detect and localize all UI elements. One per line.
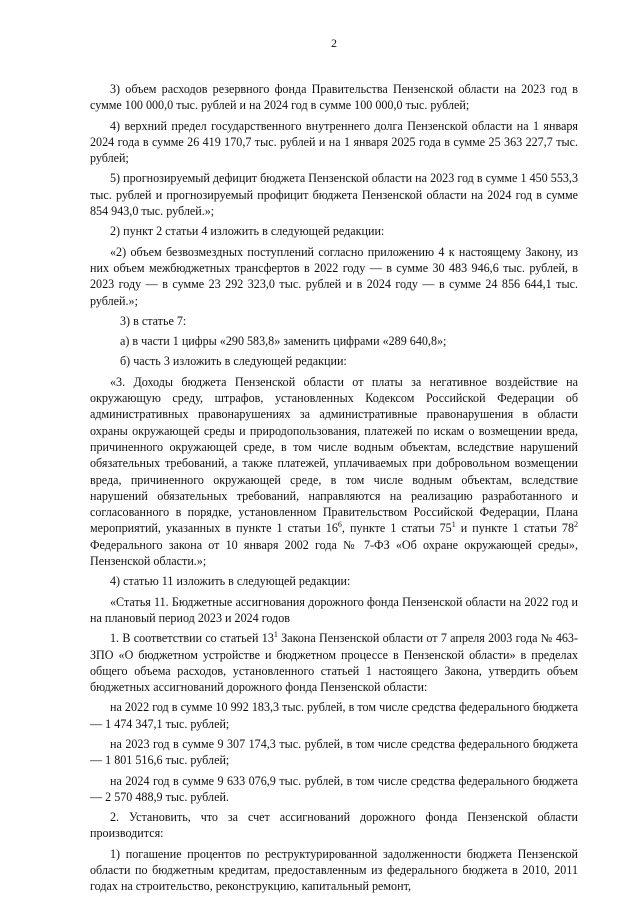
superscript: 1 xyxy=(451,520,456,530)
superscript: 2 xyxy=(574,520,578,530)
paragraph: 3) в статье 7: xyxy=(120,313,187,328)
paragraph-part: , пункте 1 статьи 75 xyxy=(341,521,452,536)
paragraph-part: Закона Пензенской области от 7 апреля 2003 года № 463-ЗПО «О бюджетном устройстве и бюджетном процессе в Пензенской области» в пределах общего объема расходов, установленного статьей 1 настоящего Закона, утвердить объем бюджетных ассигнований дорожного фонда Пензенской области: xyxy=(90,631,578,695)
paragraph: «Статья 11. Бюджетные ассигнования дорожного фонда Пензенской области на 2022 год и на плановый период 2023 и 2024 годов xyxy=(90,594,578,625)
paragraph: 2. Установить, что за счет ассигнований дорожного фонда Пензенской области производится: xyxy=(90,810,578,841)
paragraph: а) в части 1 цифры «290 583,8» заменить цифрами «289 640,8»; xyxy=(120,334,447,349)
paragraph-part: Федерального закона от 10 января 2002 года № 7-ФЗ «Об охране окружающей среды», Пензенской области.»; xyxy=(90,537,578,569)
paragraph: 4) статью 11 изложить в следующей редакции: xyxy=(110,574,351,589)
paragraph xyxy=(90,630,578,695)
paragraph-part: 1. В соответствии со статьей 13 xyxy=(110,631,274,646)
page-number: 2 xyxy=(331,36,337,50)
paragraph: 4) верхний предел государственного внутреннего долга Пензенской области на 1 января 2024 года в сумме 26 419 170,7 тыс. рублей и на 1 января 2025 года в сумме 25 363 227,7 тыс. рублей; xyxy=(90,118,578,166)
superscript: 6 xyxy=(337,520,342,530)
paragraph: 3) объем расходов резервного фонда Правительства Пензенской области на 2023 год в сумме 100 000,0 тыс. рублей и на 2024 год в сумме 100 000,0 тыс. рублей; xyxy=(90,82,578,113)
paragraph: на 2024 год в сумме 9 633 076,9 тыс. рублей, в том числе средства федерального бюджета — 2 570 488,9 тыс. рублей. xyxy=(90,773,578,804)
paragraph: б) часть 3 изложить в следующей редакции: xyxy=(120,354,347,369)
paragraph xyxy=(90,374,578,570)
paragraph-part: и пункте 1 статьи 78 xyxy=(455,521,574,536)
paragraph: «2) объем безвозмездных поступлений согласно приложению 4 к настоящему Закону, из них объем межбюджетных трансфертов в 2022 году — в сумме 30 483 946,6 тыс. рублей, в 2023 году — в сумме 23 292 323,0 тыс. рублей и в 2024 году — в сумме 24 856 644,1 тыс. рублей.»; xyxy=(90,244,578,308)
superscript: 1 xyxy=(273,630,278,640)
paragraph: 5) прогнозируемый дефицит бюджета Пензенской области на 2023 год в сумме 1 450 553,3 тыс. рублей и прогнозируемый профицит бюджета Пензенской области на 2024 год в сумме 854 943,0 тыс. рублей.»; xyxy=(90,171,578,219)
paragraph: 1) погашение процентов по реструктурированной задолженности бюджета Пензенской области по бюджетным кредитам, предоставленным из федерального бюджета в 2010, 2011 годах на строительство, реконструкцию, капитальный ремонт, xyxy=(90,846,578,894)
paragraph: на 2023 год в сумме 9 307 174,3 тыс. рублей, в том числе средства федерального бюджета — 1 801 516,6 тыс. рублей; xyxy=(90,736,578,768)
paragraph-part: «3. Доходы бюджета Пензенской области от платы за негативное воздействие на окружающую среду, штрафов, установленных Кодексом Российской Федерации об административных правонарушениях за административные правонарушения в области охраны окружающей среды и природопользования, платежей по искам о возмещении вреда, причиненного окружающей среде, в том числе водным объектам, вследствие нарушений обязательных требований, а также платежей, уплачиваемых при добровольном возмещении вреда, причиненного окружающей среде, в том числе водным объектам, вследствие нарушений обязательных требований, направляются на реализацию разработанного и согласованного в порядке, установленном Правительством Российской Федерации, Плана мероприятий, указанных в пункте 1 статьи 16 xyxy=(90,374,578,536)
paragraph: 2) пункт 2 статьи 4 изложить в следующей редакции: xyxy=(110,224,385,239)
paragraph: на 2022 год в сумме 10 992 183,3 тыс. рублей, в том числе средства федерального бюджета — 1 474 347,1 тыс. рублей; xyxy=(90,700,578,731)
